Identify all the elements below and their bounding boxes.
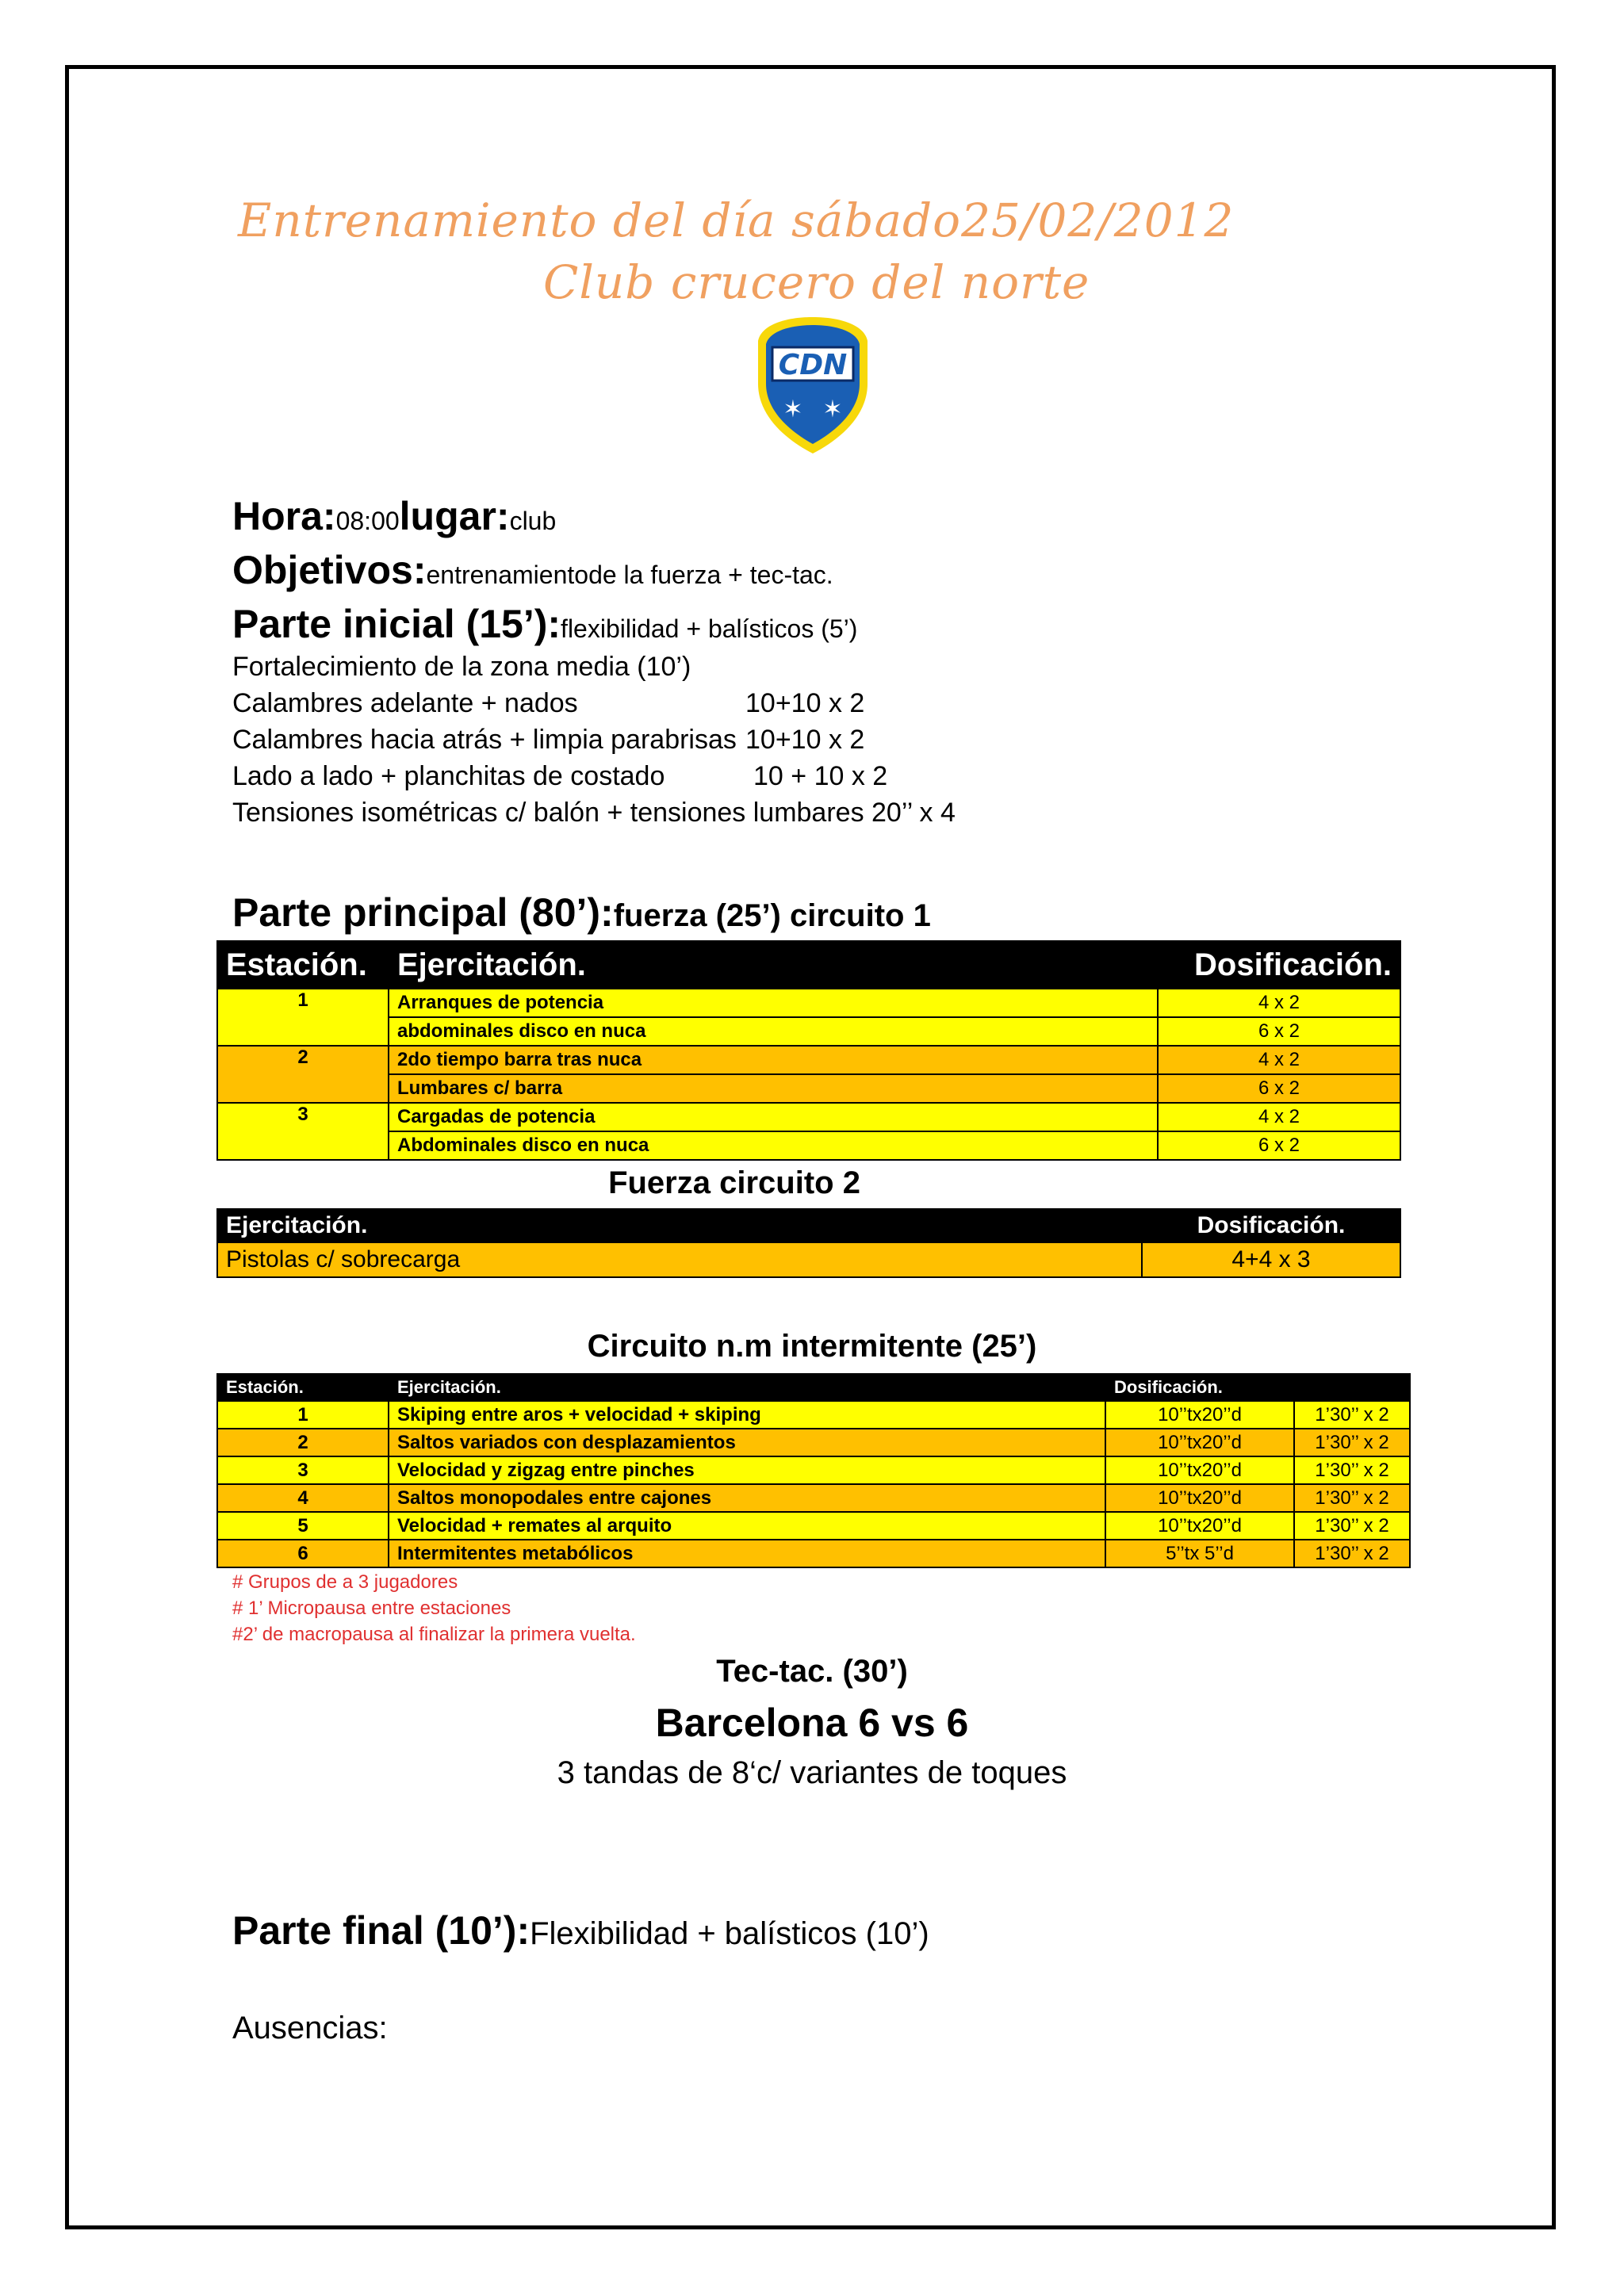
parte-final-line: [232, 1908, 929, 1954]
inicial-line-1: Fortalecimiento de la zona media (10’): [232, 652, 691, 682]
exercise-cell: Lumbares c/ barra: [389, 1074, 1158, 1103]
header-dosificacion: Dosificación.: [1142, 1209, 1400, 1242]
tectac-detail: 3 tandas de 8‘c/ variantes de toques: [557, 1755, 1067, 1790]
note-1: # Grupos de a 3 jugadores: [232, 1571, 458, 1593]
ausencias-label: Ausencias:: [232, 2011, 388, 2045]
table-row: [217, 1456, 1410, 1484]
table-header-row: [217, 1209, 1400, 1242]
exercise-cell: Pistolas c/ sobrecarga: [217, 1242, 1142, 1277]
hora-value: 08:00: [335, 507, 400, 535]
inicial-line-2: Calambres adelante + nados: [232, 688, 578, 718]
station-cell: 1: [217, 1401, 389, 1429]
exercise-cell: 2do tiempo barra tras nuca: [389, 1046, 1158, 1074]
hora-line: [232, 493, 556, 539]
dose-cell: 10’’tx20’’d: [1105, 1484, 1294, 1512]
header-estacion: Estación.: [217, 1374, 389, 1401]
table-row: [217, 1074, 1400, 1103]
fuerza-circuito-2-title: Fuerza circuito 2: [608, 1165, 860, 1200]
table-row: [217, 1046, 1400, 1074]
exercise-cell: Abdominales disco en nuca: [389, 1131, 1158, 1160]
fuerza-circuito-2-table: [216, 1208, 1401, 1278]
objetivos-label: Objetivos:: [232, 548, 427, 592]
table-row: [217, 1540, 1410, 1567]
inicial-line-5: Tensiones isométricas c/ balón + tensiones lumbares 20’’ x 4: [232, 798, 956, 828]
dose-cell: 1’30’’ x 2: [1294, 1540, 1410, 1567]
parte-final-label: Parte final (10’):: [232, 1908, 530, 1953]
table-row: [217, 1131, 1400, 1160]
club-logo: [753, 314, 872, 457]
exercise-cell: Velocidad y zigzag entre pinches: [389, 1456, 1105, 1484]
exercise-cell: Saltos monopodales entre cajones: [389, 1484, 1105, 1512]
parte-inicial-label: Parte inicial (15’):: [232, 602, 561, 646]
dose-cell: 6 x 2: [1158, 1074, 1400, 1103]
dose-cell: 1’30’’ x 2: [1294, 1401, 1410, 1429]
header-dosificacion: Dosificación.: [1105, 1374, 1410, 1401]
logo-star-icon: ✶: [783, 396, 803, 423]
title-line-2: Club crucero del norte: [543, 255, 1090, 309]
title-line-1: Entrenamiento del día sábado25/02/2012: [238, 193, 1235, 247]
table-row: [217, 1103, 1400, 1131]
inicial-dose-3: 10+10 x 2: [745, 725, 865, 755]
table-row: [217, 1429, 1410, 1456]
table-header-row: [217, 1374, 1410, 1401]
dose-cell: 6 x 2: [1158, 1131, 1400, 1160]
parte-principal-value: fuerza (25’) circuito 1: [613, 898, 931, 933]
exercise-cell: Arranques de potencia: [389, 989, 1158, 1017]
station-cell: 3: [217, 1103, 389, 1160]
parte-principal-label: Parte principal (80’):: [232, 890, 614, 935]
header-ejercitacion: Ejercitación.: [217, 1209, 1142, 1242]
table-header-row: [217, 941, 1400, 989]
logo-star-icon: ✶: [822, 396, 843, 423]
station-cell: 2: [217, 1046, 389, 1103]
dose-cell: 4 x 2: [1158, 1046, 1400, 1074]
table-row: [217, 1401, 1410, 1429]
dose-cell: 10’’tx20’’d: [1105, 1456, 1294, 1484]
dose-cell: 4 x 2: [1158, 989, 1400, 1017]
lugar-label: lugar:: [399, 494, 510, 538]
objetivos-line: [232, 547, 833, 593]
station-cell: 4: [217, 1484, 389, 1512]
header-dosificacion: Dosificación.: [1158, 941, 1400, 989]
exercise-cell: abdominales disco en nuca: [389, 1017, 1158, 1046]
exercise-cell: Cargadas de potencia: [389, 1103, 1158, 1131]
inicial-line-4: Lado a lado + planchitas de costado: [232, 761, 665, 791]
intermitente-table: [216, 1373, 1411, 1568]
header-ejercitacion: Ejercitación.: [389, 941, 1158, 989]
intermitente-title: Circuito n.m intermitente (25’): [587, 1329, 1037, 1364]
exercise-cell: Skiping entre aros + velocidad + skiping: [389, 1401, 1105, 1429]
fuerza-circuito-1-table: [216, 940, 1401, 1161]
exercise-cell: Intermitentes metabólicos: [389, 1540, 1105, 1567]
header-ejercitacion: Ejercitación.: [389, 1374, 1105, 1401]
hora-label: Hora:: [232, 494, 336, 538]
objetivos-value: entrenamientode la fuerza + tec-tac.: [426, 561, 833, 589]
logo-text: CDN: [778, 349, 848, 381]
table-row: [217, 1484, 1410, 1512]
dose-cell: 1’30’’ x 2: [1294, 1512, 1410, 1540]
dose-cell: 1’30’’ x 2: [1294, 1429, 1410, 1456]
dose-cell: 5’’tx 5’’d: [1105, 1540, 1294, 1567]
header-estacion: Estación.: [217, 941, 389, 989]
lugar-value: club: [509, 507, 557, 535]
table-row: [217, 1242, 1400, 1277]
dose-cell: 10’’tx20’’d: [1105, 1401, 1294, 1429]
exercise-cell: Velocidad + remates al arquito: [389, 1512, 1105, 1540]
station-cell: 1: [217, 989, 389, 1046]
inicial-line-3: Calambres hacia atrás + limpia parabrisas: [232, 725, 737, 755]
dose-cell: 1’30’’ x 2: [1294, 1456, 1410, 1484]
dose-cell: 6 x 2: [1158, 1017, 1400, 1046]
dose-cell: 10’’tx20’’d: [1105, 1429, 1294, 1456]
note-3: #2’ de macropausa al finalizar la primera vuelta.: [232, 1624, 636, 1645]
table-row: [217, 1512, 1410, 1540]
station-cell: 5: [217, 1512, 389, 1540]
dose-cell: 4+4 x 3: [1142, 1242, 1400, 1277]
exercise-cell: Saltos variados con desplazamientos: [389, 1429, 1105, 1456]
dose-cell: 1’30’’ x 2: [1294, 1484, 1410, 1512]
parte-inicial-line: [232, 601, 857, 647]
parte-final-value: Flexibilidad + balísticos (10’): [530, 1916, 929, 1951]
tectac-game: Barcelona 6 vs 6: [655, 1701, 969, 1745]
table-row: [217, 989, 1400, 1017]
tectac-title: Tec-tac. (30’): [716, 1654, 908, 1689]
inicial-dose-4: 10 + 10 x 2: [753, 761, 888, 791]
parte-inicial-value: flexibilidad + balísticos (5’): [561, 614, 858, 643]
station-cell: 2: [217, 1429, 389, 1456]
table-row: [217, 1017, 1400, 1046]
note-2: # 1’ Micropausa entre estaciones: [232, 1598, 511, 1619]
station-cell: 6: [217, 1540, 389, 1567]
station-cell: 3: [217, 1456, 389, 1484]
inicial-dose-2: 10+10 x 2: [745, 688, 865, 718]
parte-principal-line: [232, 890, 931, 936]
dose-cell: 10’’tx20’’d: [1105, 1512, 1294, 1540]
dose-cell: 4 x 2: [1158, 1103, 1400, 1131]
